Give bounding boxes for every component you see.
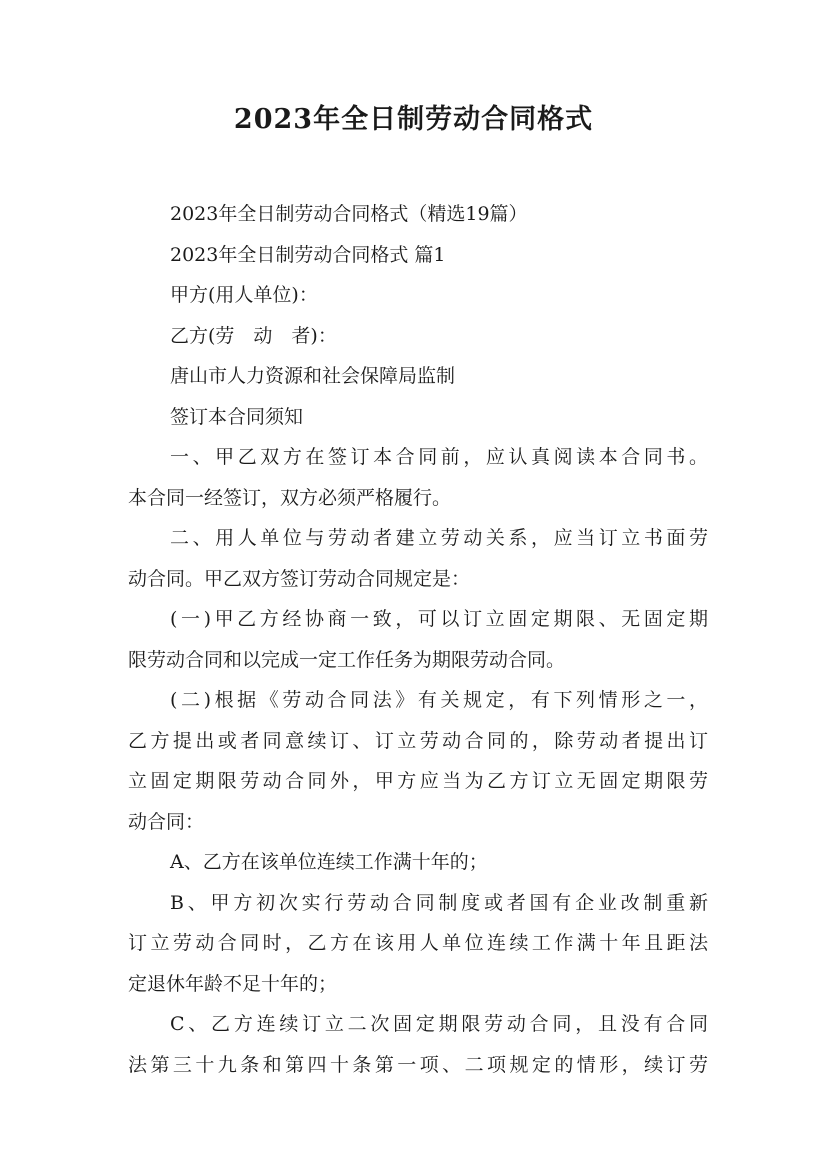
paragraph-line: 动合同。甲乙双方签订劳动合同规定是： [128,567,471,590]
paragraph-line: 二、用人单位与劳动者建立劳动关系，应当订立书面劳 [170,527,708,549]
paragraph-line: (二)根据《劳动合同法》有关规定，有下列情形之一， [170,689,708,711]
paragraph-line: 定退休年龄不足十年的； [128,972,338,995]
party-b-line: 乙方(劳 动 者)： [170,324,337,347]
party-a-line: 甲方(用人单位)： [170,284,318,306]
notice-heading: 签订本合同须知 [170,405,304,428]
list-item-c: C、乙方连续订立二次固定期限劳动合同，且没有合同 [170,1013,708,1035]
document-body [128,194,708,1085]
paragraph-line: 本合同一经签订，双方必须严格履行。 [128,486,452,509]
list-item-b: B、甲方初次实行劳动合同制度或者国有企业改制重新 [170,891,708,914]
paragraph-line: 乙方提出或者同意续订、订立劳动合同的，除劳动者提出订 [128,729,708,752]
section-heading: 2023年全日制劳动合同格式 篇1 [170,243,446,266]
supervisor-line: 唐山市人力资源和社会保障局监制 [170,365,456,387]
list-item-a: A、乙方在该单位连续工作满十年的； [170,851,488,873]
paragraph-line: 订立劳动合同时，乙方在该用人单位连续工作满十年且距法 [128,932,708,954]
paragraph-line: 动合同： [128,810,205,833]
paragraph-line: 立固定期限劳动合同外，甲方应当为乙方订立无固定期限劳 [128,770,708,792]
paragraph-line: 法第三十九条和第四十条第一项、二项规定的情形，续订劳 [128,1053,708,1076]
paragraph-line: (一)甲乙方经协商一致，可以订立固定期限、无固定期 [170,608,708,630]
paragraph-line: 限劳动合同和以完成一定工作任务为期限劳动合同。 [128,648,566,671]
subtitle-line: 2023年全日制劳动合同格式（精选19篇） [170,203,528,225]
paragraph-line: 一、甲乙双方在签订本合同前，应认真阅读本合同书。 [170,446,708,468]
document-title: 2023年全日制劳动合同格式 [233,104,594,135]
